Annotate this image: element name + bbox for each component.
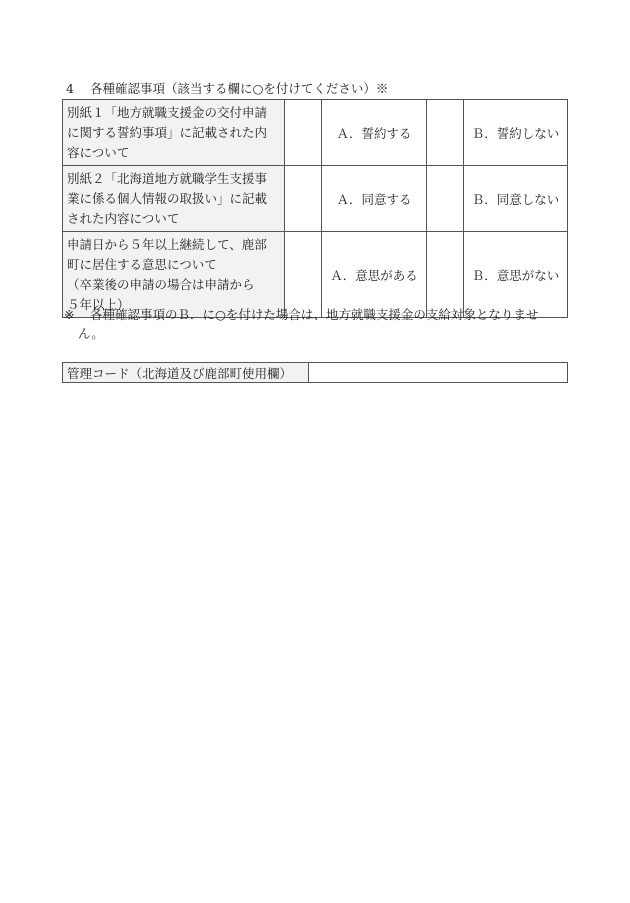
option-b-label: Ｂ．意思がない bbox=[464, 232, 568, 318]
note-first-line bbox=[64, 305, 569, 324]
note-continuation: ん。 bbox=[78, 326, 104, 341]
admin-code-field[interactable] bbox=[309, 363, 568, 383]
mark-cell-a[interactable] bbox=[285, 100, 322, 166]
item-text-line: 容について bbox=[67, 145, 130, 160]
section-number: 4 bbox=[66, 81, 74, 96]
item-text-line: 別紙２「北海道地方就職学生支援事 bbox=[67, 171, 268, 186]
option-a-label: Ａ．同意する bbox=[322, 166, 427, 232]
item-text-line: 業に係る個人情報の取扱い」に記載 bbox=[67, 191, 268, 206]
option-a-label: Ａ．誓約する bbox=[322, 100, 427, 166]
section-title-text: 各種確認事項（該当する欄に○を付けてください）※ bbox=[90, 81, 389, 96]
item-text-line: 申請日から５年以上継続して、鹿部 bbox=[67, 237, 267, 252]
confirmation-table bbox=[62, 99, 568, 318]
note-text: 各種確認事項のＢ．に○を付けた場合は、地方就職支援金の支給対象となりませ bbox=[90, 307, 539, 322]
mark-cell-b[interactable] bbox=[427, 166, 464, 232]
option-a-label: Ａ．意思がある bbox=[322, 232, 427, 318]
item-text-line: に関する誓約事項」に記載された内 bbox=[67, 125, 268, 140]
note-symbol: ※ bbox=[64, 307, 75, 322]
item-description bbox=[63, 100, 285, 166]
mark-cell-b[interactable] bbox=[427, 100, 464, 166]
option-b-label: Ｂ．同意しない bbox=[464, 166, 568, 232]
item-text-line: 別紙１「地方就職支援金の交付申請 bbox=[67, 105, 268, 120]
admin-code-label: 管理コード（北海道及び鹿部町使用欄） bbox=[63, 363, 309, 383]
section-title bbox=[66, 81, 388, 97]
option-b-label: Ｂ．誓約しない bbox=[464, 100, 568, 166]
mark-cell-a[interactable] bbox=[285, 166, 322, 232]
table-row bbox=[63, 100, 568, 166]
admin-row bbox=[63, 363, 568, 383]
table-row bbox=[63, 166, 568, 232]
item-text-line: ５年以上） bbox=[67, 297, 130, 312]
item-text-line: 町に居住する意思について bbox=[67, 257, 217, 272]
item-description bbox=[63, 166, 285, 232]
item-text-line: （卒業後の申請の場合は申請から bbox=[67, 277, 255, 292]
admin-code-table bbox=[62, 362, 568, 383]
item-text-line: された内容について bbox=[67, 211, 180, 226]
note bbox=[64, 305, 569, 343]
